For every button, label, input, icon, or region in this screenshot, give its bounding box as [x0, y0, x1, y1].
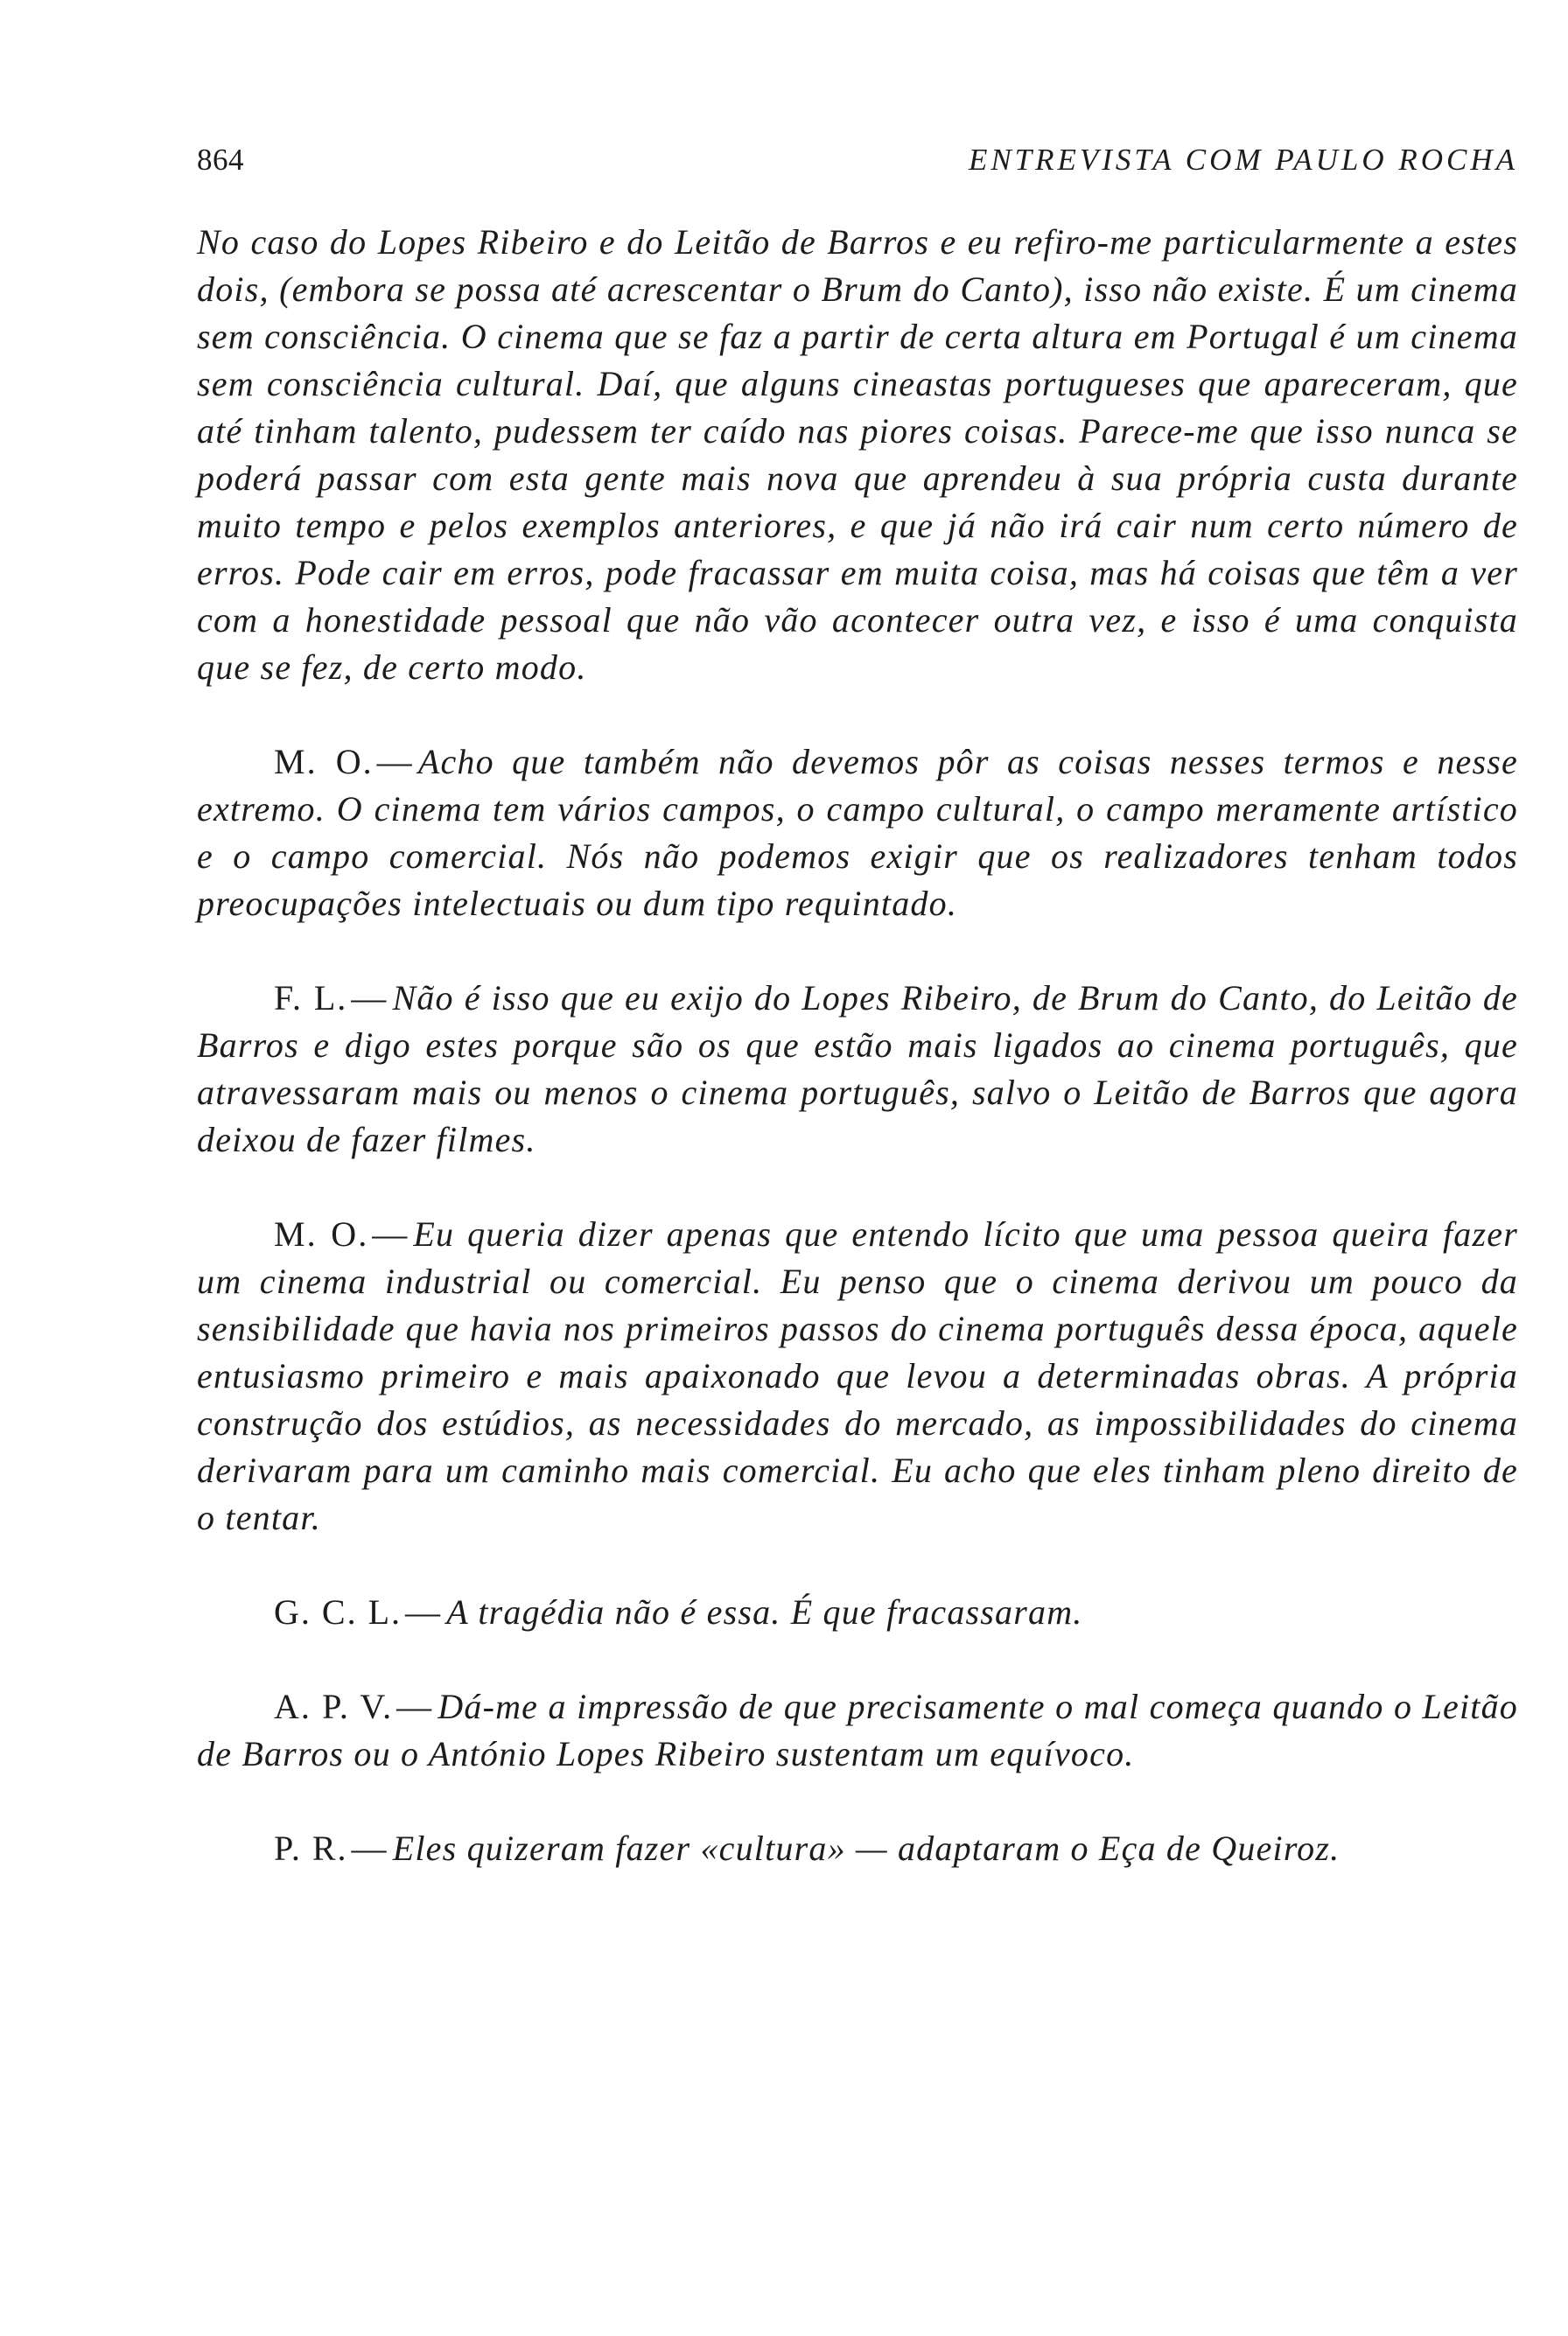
exchange-paragraph — [197, 1589, 1518, 1636]
exchange-paragraph — [197, 975, 1518, 1164]
intro-paragraph: No caso do Lopes Ribeiro e do Leitão de Barros e eu refiro-me particularmente a estes dois, (embora se possa até acrescentar o Brum do Canto), isso não existe. É um cinema sem consciência. O cinema que se faz a partir de certa altura em Portugal é um cinema sem consciência cultural. Daí, que alguns cineastas portugueses que apareceram, que até tinham talento, pudessem ter caído nas piores coisas. Parece-me que isso nunca se poderá passar com esta gente mais nova que aprendeu à sua própria custa durante muito tempo e pelos exemplos anteriores, e que já não irá cair num certo número de erros. Pode cair em erros, pode fracassar em muita coisa, mas há coisas que têm a ver com a honestidade pessoal que não vão acontecer outra vez, e isso é uma conquista que se fez, de certo modo. — [197, 222, 1518, 687]
speaker-initials: G. C. L. — [274, 1592, 402, 1632]
speech-text: Acho que também não devemos pôr as coisas nesses termos e nesse extremo. O cinema tem vários campos, o campo cultural, o campo meramente artístico e o campo comercial. Nós não podemos exigir que os realizadores tenham todos preocupações intelectuais ou dum tipo requintado. — [197, 742, 1518, 923]
speech-text: Não é isso que eu exijo do Lopes Ribeiro, de Brum do Canto, do Leitão de Barros e digo estes porque são os que estão mais ligados ao cinema português, que atravessaram mais ou menos o cinema português, salvo o Leitão de Barros que agora deixou de fazer filmes. — [197, 978, 1518, 1159]
exchange-paragraph — [197, 738, 1518, 927]
body-text — [197, 219, 1518, 1920]
exchange-paragraph — [197, 1211, 1518, 1542]
speaker-initials: P. R. — [274, 1829, 348, 1868]
speech-text: Dá-me a impressão de que precisamente o mal começa quando o Leitão de Barros ou o António Lopes Ribeiro sustentam um equívoco. — [197, 1687, 1518, 1773]
speaker-dash: — — [405, 1592, 442, 1632]
speech-text: Eles quizeram fazer «cultura» — adaptaram o Eça de Queiroz. — [392, 1829, 1340, 1868]
running-title: ENTREVISTA COM PAULO ROCHA — [968, 143, 1518, 177]
exchange-paragraph — [197, 1825, 1518, 1872]
speech-text: Eu queria dizer apenas que entendo lícito que uma pessoa queira fazer um cinema industrial ou comercial. Eu penso que o cinema derivou um pouco da sensibilidade que havia nos primeiros passos do cinema português dessa época, aquele entusiasmo primeiro e mais apaixonado que levou a determinadas obras. A própria construção dos estúdios, as necessidades do mercado, as impossibilidades do cinema derivaram para um caminho mais comercial. Eu acho que eles tinham pleno direito de o tentar. — [197, 1214, 1518, 1537]
speaker-dash: — — [351, 1829, 388, 1868]
exchange-paragraph — [197, 1683, 1518, 1778]
speaker-initials: M. O. — [274, 742, 374, 781]
page-number: 864 — [197, 143, 244, 177]
page-header — [197, 143, 1518, 195]
speaker-dash: — — [376, 742, 413, 781]
speaker-initials: M. O. — [274, 1214, 369, 1254]
speaker-dash: — — [396, 1687, 433, 1726]
speech-text: A tragédia não é essa. É que fracassaram. — [446, 1592, 1083, 1632]
speaker-dash: — — [351, 978, 388, 1018]
speaker-dash: — — [372, 1214, 409, 1254]
speaker-initials: A. P. V. — [274, 1687, 394, 1726]
speaker-initials: F. L. — [274, 978, 348, 1018]
